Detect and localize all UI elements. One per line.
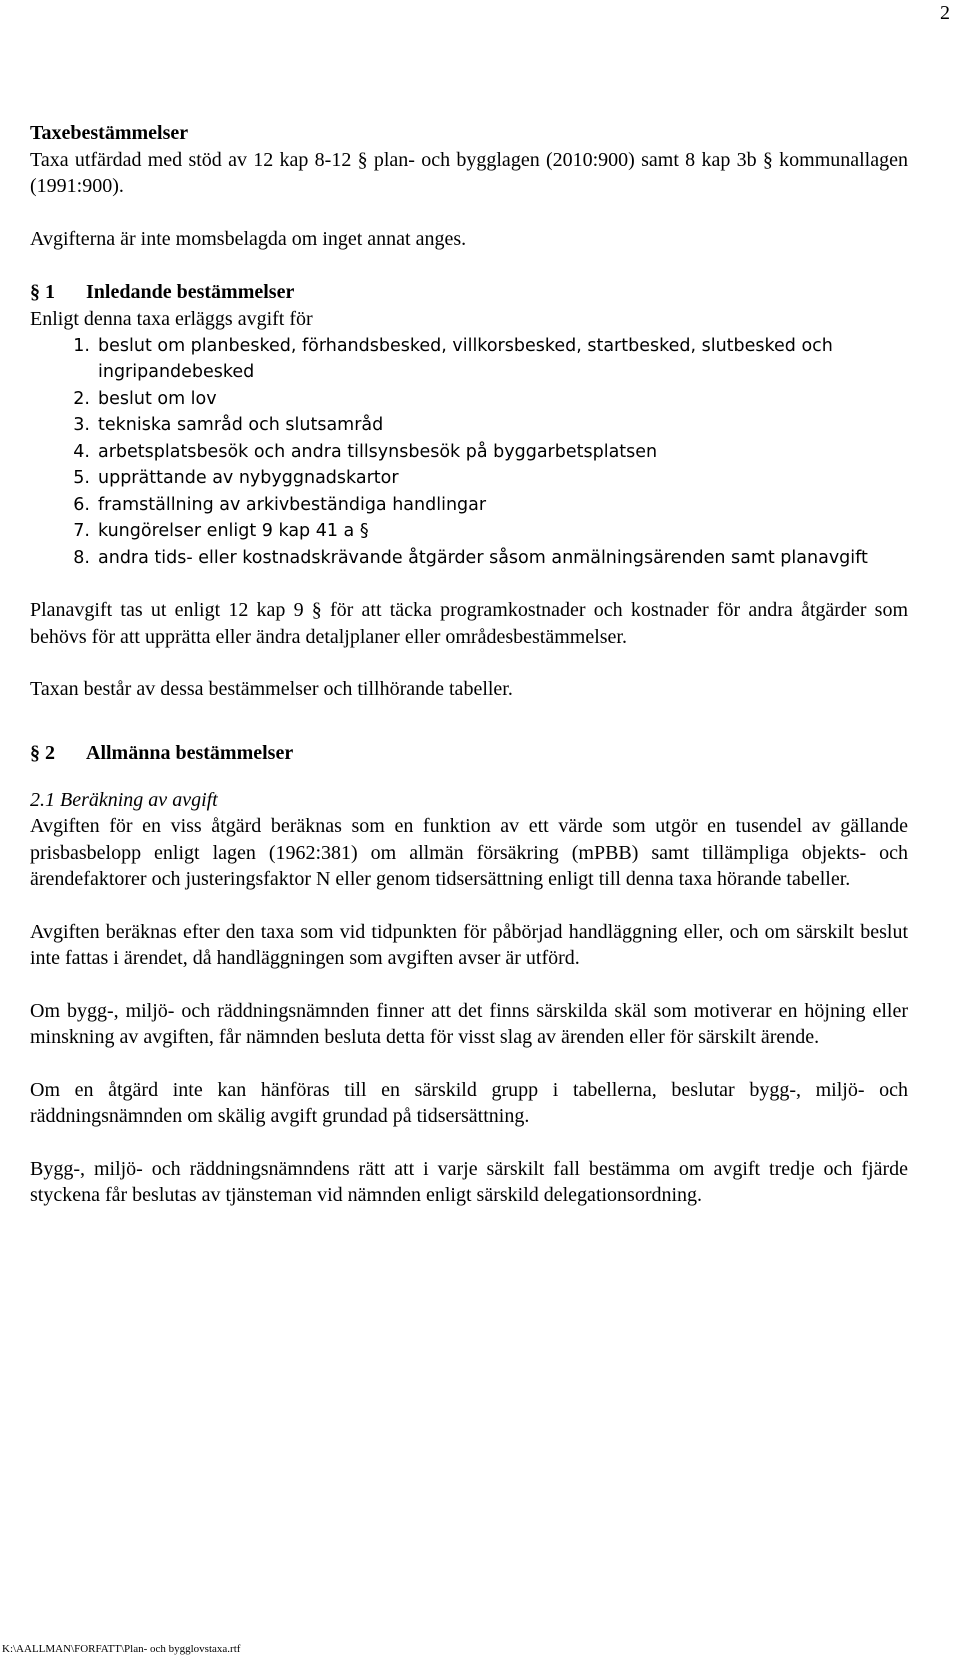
- list-item-number: 6.: [73, 494, 90, 515]
- document-title: Taxebestämmelser: [30, 122, 189, 144]
- list-item-text: arbetsplatsbesök och andra tillsynsbesök på byggarbetsplatsen: [98, 441, 658, 462]
- vat-note: Avgifterna är inte momsbelagda om inget annat anges.: [30, 227, 467, 250]
- planavgift-paragraph: Planavgift tas ut enligt 12 kap 9 § för att täcka programkostnader och kostnader för andra åtgärder som behövs för att upprätta eller ändra detaljplaner eller områdesbestämmelser.: [30, 599, 908, 648]
- list-item: [30, 333, 908, 386]
- section-2-title: Allmänna bestämmelser: [86, 741, 294, 764]
- list-item-text: kungörelser enligt 9 kap 41 a §: [98, 521, 369, 541]
- list-item-number: 5.: [73, 468, 90, 488]
- list-item-text: andra tids- eller kostnadskrävande åtgärder såsom anmälningsärenden samt planavgift: [98, 547, 868, 568]
- list-item-number: 1.: [73, 335, 90, 356]
- list-item-number: 7.: [73, 521, 90, 541]
- file-path-footer: K:\AALLMAN\FORFATT\Plan- och bygglovstaxa.rtf: [2, 1643, 241, 1655]
- list-item-text: beslut om planbesked, förhandsbesked, villkorsbesked, startbesked, slutbesked och ingripandebesked: [98, 335, 833, 382]
- list-item-number: 3.: [73, 415, 90, 435]
- list-item-text: framställning av arkivbeständiga handlingar: [98, 494, 487, 515]
- document-body: [30, 120, 908, 1209]
- list-item: [30, 465, 908, 492]
- list-item-text: upprättande av nybyggnadskartor: [98, 468, 399, 488]
- section-1-number: § 1: [30, 281, 55, 303]
- subsection-2-1-heading: 2.1 Beräkning av avgift: [30, 788, 218, 811]
- list-item: [30, 439, 908, 466]
- section-1-title: Inledande bestämmelser: [86, 281, 295, 303]
- fee-items-list: [30, 333, 908, 572]
- section-2-number: § 2: [30, 741, 55, 764]
- list-item: [30, 412, 908, 439]
- intro-paragraph: Taxa utfärdad med stöd av 12 kap 8-12 § plan- och bygglagen (2010:900) samt 8 kap 3b § kommunallagen (1991:900).: [30, 148, 908, 197]
- list-item: [30, 518, 908, 545]
- list-item: [30, 492, 908, 519]
- paragraph: Bygg-, miljö- och räddningsnämndens rätt att i varje särskilt fall bestämma om avgift tredje och fjärde styckena får beslutas av tjänsteman vid nämnden enligt särskild delegationsordning.: [30, 1157, 908, 1206]
- section-1-heading: [30, 278, 908, 306]
- section-2-heading: [30, 739, 908, 767]
- page-number: 2: [940, 2, 950, 24]
- paragraph: Avgiften för en viss åtgärd beräknas som en funktion av ett värde som utgör en tusendel av gällande prisbasbelopp enligt lagen (1962:381) om allmän försäkring (mPBB) samt tillämpliga objekts- och ärendefaktorer och justeringsfaktor N eller genom tidsersättning enligt till denna taxa hörande tabeller.: [30, 815, 908, 890]
- taxan-paragraph: Taxan består av dessa bestämmelser och tillhörande tabeller.: [30, 678, 513, 700]
- paragraph: Om en åtgärd inte kan hänföras till en särskild grupp i tabellerna, beslutar bygg-, miljö- och räddningsnämnden om skälig avgift grundad på tidsersättning.: [30, 1078, 908, 1127]
- list-item: [30, 386, 908, 413]
- list-item-number: 4.: [73, 441, 90, 462]
- list-item-text: tekniska samråd och slutsamråd: [98, 415, 384, 435]
- paragraph: Avgiften beräknas efter den taxa som vid tidpunkten för påbörjad handläggning eller, och om särskilt beslut inte fattas i ärendet, då handläggningen som avgiften avser är utförd.: [30, 920, 908, 969]
- list-item: [30, 545, 908, 572]
- list-item-number: 2.: [73, 388, 90, 409]
- paragraph: Om bygg-, miljö- och räddningsnämnden finner att det finns särskilda skäl som motiverar en höjning eller minskning av avgiften, får nämnden besluta detta för visst slag av ärenden eller för särskilt ärende.: [30, 999, 908, 1048]
- section-1-lead: Enligt denna taxa erläggs avgift för: [30, 308, 313, 330]
- list-item-number: 8.: [73, 547, 90, 568]
- list-item-text: beslut om lov: [98, 388, 217, 409]
